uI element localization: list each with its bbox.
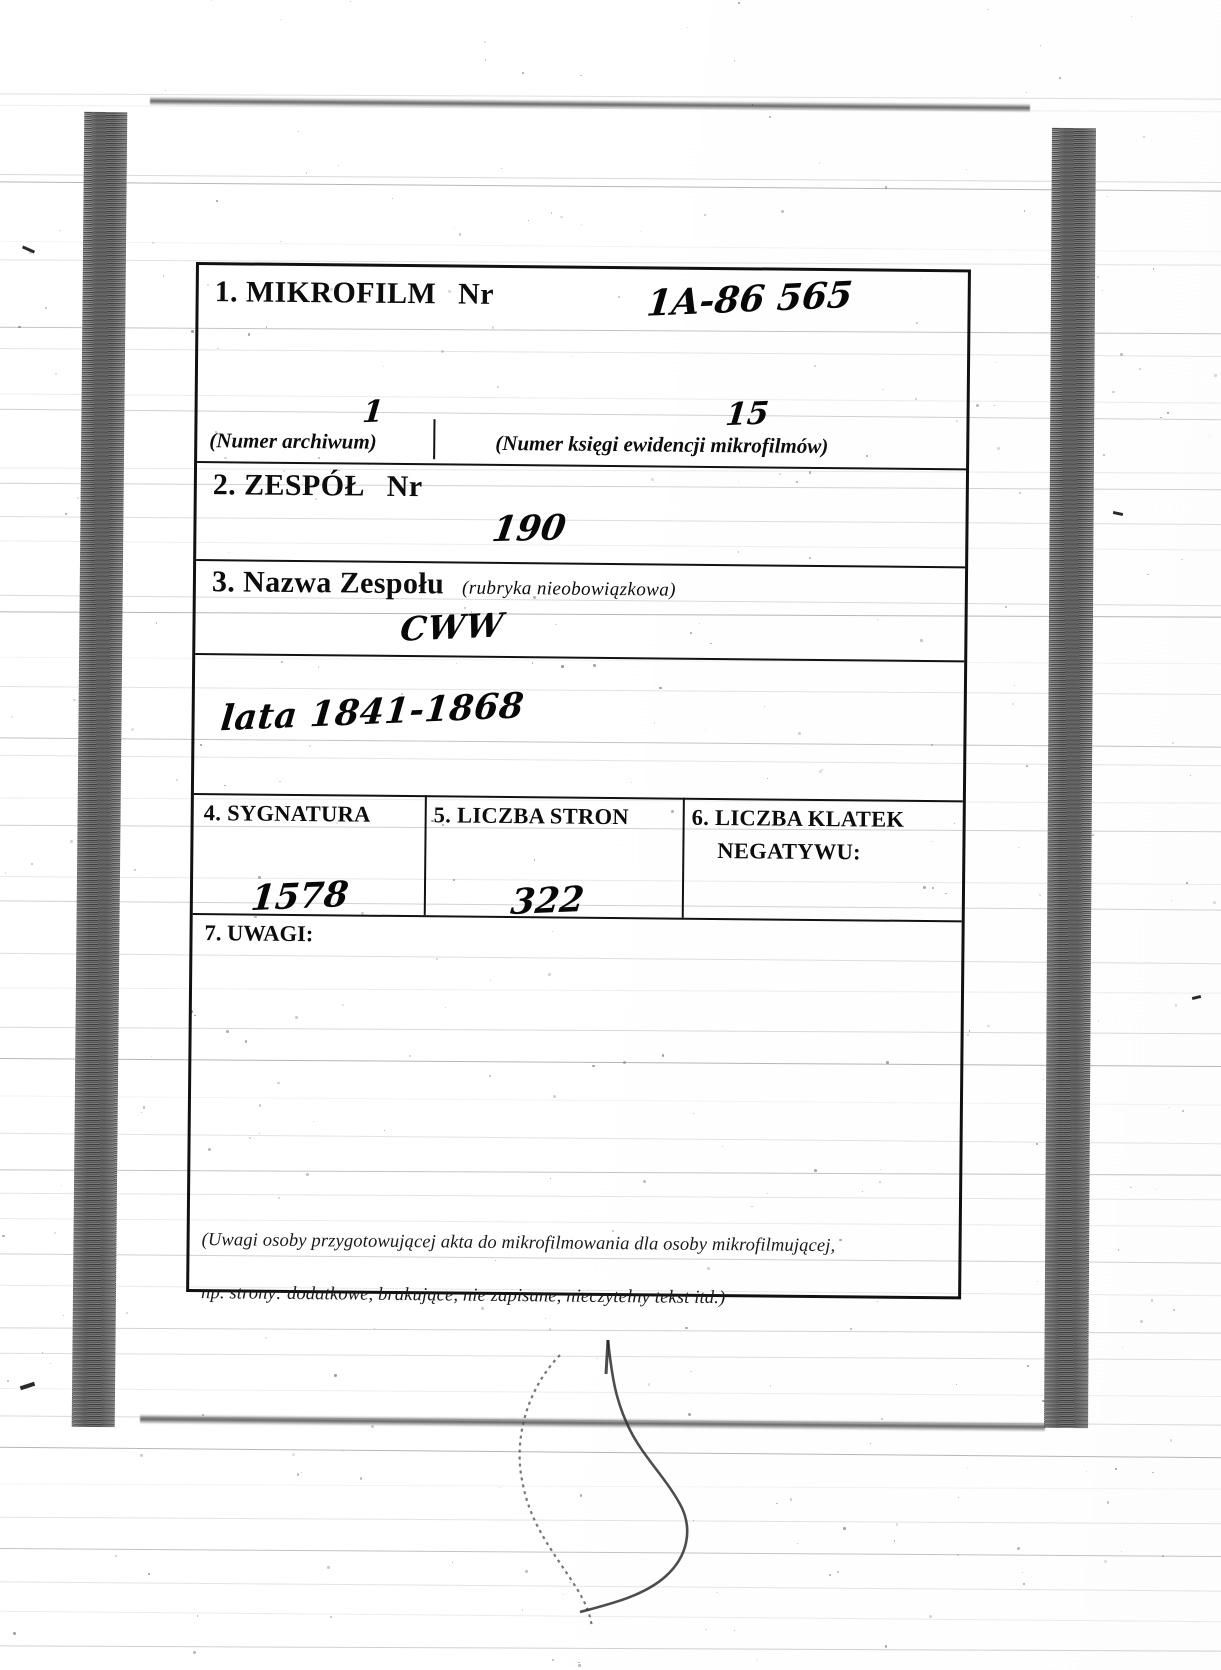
scan-speckle (896, 1523, 899, 1526)
scan-speckle (1036, 1143, 1038, 1145)
field3-years-value: lata 1841-1868 (218, 685, 526, 740)
scan-speckle (292, 1453, 295, 1456)
scan-speckle (969, 1030, 970, 1031)
field1-number: 1. (214, 275, 239, 309)
field7-heading (204, 920, 313, 947)
scan-speckle (216, 200, 218, 202)
field3-heading (212, 565, 676, 603)
scan-speckle (77, 497, 79, 499)
scan-speckle (42, 1352, 43, 1353)
scan-speckle (995, 362, 997, 364)
field7-number: 7. (204, 920, 222, 946)
scan-speckle (1186, 882, 1188, 884)
table-divider-2 (682, 798, 685, 918)
table-col3-header-line2: NEGATYWU: (717, 838, 862, 865)
scan-speckle (151, 1056, 152, 1057)
footnote-line-1: (Uwagi osoby przygotowującej akta do mikrofilmowania dla osoby mikrofilmującej, (201, 1229, 836, 1256)
scan-speckle (885, 186, 887, 188)
scan-speckle (55, 373, 57, 375)
field1-heading (215, 275, 494, 312)
table-col3-label: LICZBA KLATEK (714, 805, 905, 832)
scan-speckle (134, 869, 136, 871)
scan-speckle (987, 1025, 990, 1028)
footnote-line-2: np. strony: dodatkowe, brakujące, nie zapisane, nieczytelny tekst itd.) (201, 1283, 726, 1309)
scan-speckle (560, 216, 563, 219)
scan-speckle (13, 1632, 15, 1634)
scan-speckle (115, 1555, 117, 1557)
scan-speckle (1213, 901, 1216, 904)
field3-optional-note: (rubryka nieobowiązkowa) (461, 577, 676, 601)
scan-speckle (360, 1477, 362, 1479)
scan-speckle (1121, 1551, 1122, 1552)
field1-caption-divider (433, 419, 435, 459)
table-col1-label: SYGNATURA (227, 800, 371, 827)
scan-speckle (301, 1472, 302, 1473)
table-col1-header (204, 800, 371, 828)
scan-speckle (929, 1615, 932, 1618)
scan-speckle (156, 622, 157, 623)
field7-remarks-area (200, 955, 942, 1192)
scan-speckle (1026, 765, 1028, 767)
scan-speckle (1151, 1299, 1154, 1302)
table-col1-value: 1578 (248, 873, 351, 920)
field3-title: Nazwa Zespołu (242, 565, 445, 601)
field2-nr-label: Nr (386, 469, 423, 504)
field1-register-number-value: 15 (723, 395, 771, 434)
scan-speckle (197, 1615, 199, 1617)
scan-speckle (522, 72, 524, 74)
scan-speckle (1107, 196, 1108, 197)
field2-zespol-number-value: 190 (489, 507, 569, 551)
scan-speckle (797, 1543, 798, 1544)
scan-speckle (1167, 412, 1169, 414)
scan-speckle (870, 1443, 871, 1444)
scan-speckle (298, 131, 299, 132)
scan-speckle (265, 1337, 267, 1339)
scan-speckle (994, 405, 995, 406)
scan-speckle (1039, 894, 1041, 896)
scan-speckle (18, 326, 21, 329)
scan-speckle (1012, 703, 1014, 705)
scan-speckle (704, 214, 705, 215)
field1-microfilm-number-value: 1A-86 565 (644, 273, 855, 325)
scan-speckle (1040, 45, 1041, 46)
scan-speckle (148, 1573, 150, 1575)
field1-nr-label: Nr (457, 277, 495, 311)
scan-speckle (781, 210, 784, 213)
scan-speckle (1190, 775, 1191, 776)
table-col2-number: 5. (433, 802, 452, 828)
field1-archive-number-value: 1 (360, 394, 386, 431)
scan-speckle (1175, 1004, 1178, 1007)
scan-speckle (1153, 268, 1154, 269)
table-col2-label: LICZBA STRON (457, 802, 630, 830)
scan-speckle (70, 840, 73, 843)
field2-number: 2. (212, 468, 237, 502)
scan-speckle (1014, 685, 1015, 686)
scan-speckle (280, 241, 281, 242)
field3-zespol-name-value: CWW (398, 605, 506, 649)
scan-speckle (776, 1503, 777, 1504)
table-col2-value: 322 (508, 878, 586, 924)
field1-title: MIKROFILM (245, 275, 437, 311)
field1-caption-right: (Numer księgi ewidencji mikrofilmów) (495, 430, 829, 459)
scan-speckle (1107, 1501, 1109, 1503)
scan-speckle (327, 1566, 329, 1568)
scan-speckle (1214, 374, 1217, 377)
microfilm-card-frame (186, 262, 971, 1309)
scan-speckle (1120, 353, 1122, 355)
scan-speckle (819, 162, 821, 164)
scan-speckle (1160, 417, 1161, 418)
scan-speckle (501, 168, 502, 169)
scan-speckle (1023, 1583, 1025, 1585)
scan-speckle (73, 699, 76, 702)
scan-speckle (987, 9, 989, 11)
scan-speckle (578, 1662, 579, 1663)
binding-shadow-strip-right (1044, 128, 1096, 1428)
scan-speckle (578, 1664, 581, 1667)
scan-speckle (829, 1574, 831, 1576)
scan-speckle (1097, 276, 1099, 278)
field3-number: 3. (211, 565, 236, 599)
scan-speckle (61, 1185, 62, 1186)
scan-speckle (1098, 1020, 1100, 1022)
field1-caption-left: (Numer archiwum) (209, 428, 377, 454)
table-divider-1 (424, 795, 427, 915)
table-col3-header (692, 805, 905, 833)
field2-title: ZESPÓŁ (243, 468, 366, 503)
field7-title: UWAGI: (226, 920, 314, 947)
table-col1-number: 4. (203, 800, 222, 826)
scan-speckle (1182, 1110, 1184, 1112)
scan-speckle (280, 19, 281, 20)
scan-speckle (193, 1651, 196, 1654)
scan-speckle (1139, 368, 1141, 370)
form-footnote (201, 1200, 962, 1341)
scan-speckle (31, 863, 33, 865)
scan-speckle (59, 230, 60, 231)
rule-after-field3 (195, 653, 964, 662)
field2-heading (213, 468, 423, 504)
scan-speckle (1027, 1365, 1029, 1367)
scan-speckle (1143, 136, 1145, 138)
scan-speckle (1018, 847, 1020, 849)
scan-speckle (484, 41, 486, 43)
scan-speckle (976, 404, 979, 407)
pencil-scribble-artifact (430, 1330, 750, 1630)
scan-speckle (687, 27, 688, 28)
table-col3-number: 6. (691, 804, 710, 830)
table-col2-header (434, 802, 629, 830)
